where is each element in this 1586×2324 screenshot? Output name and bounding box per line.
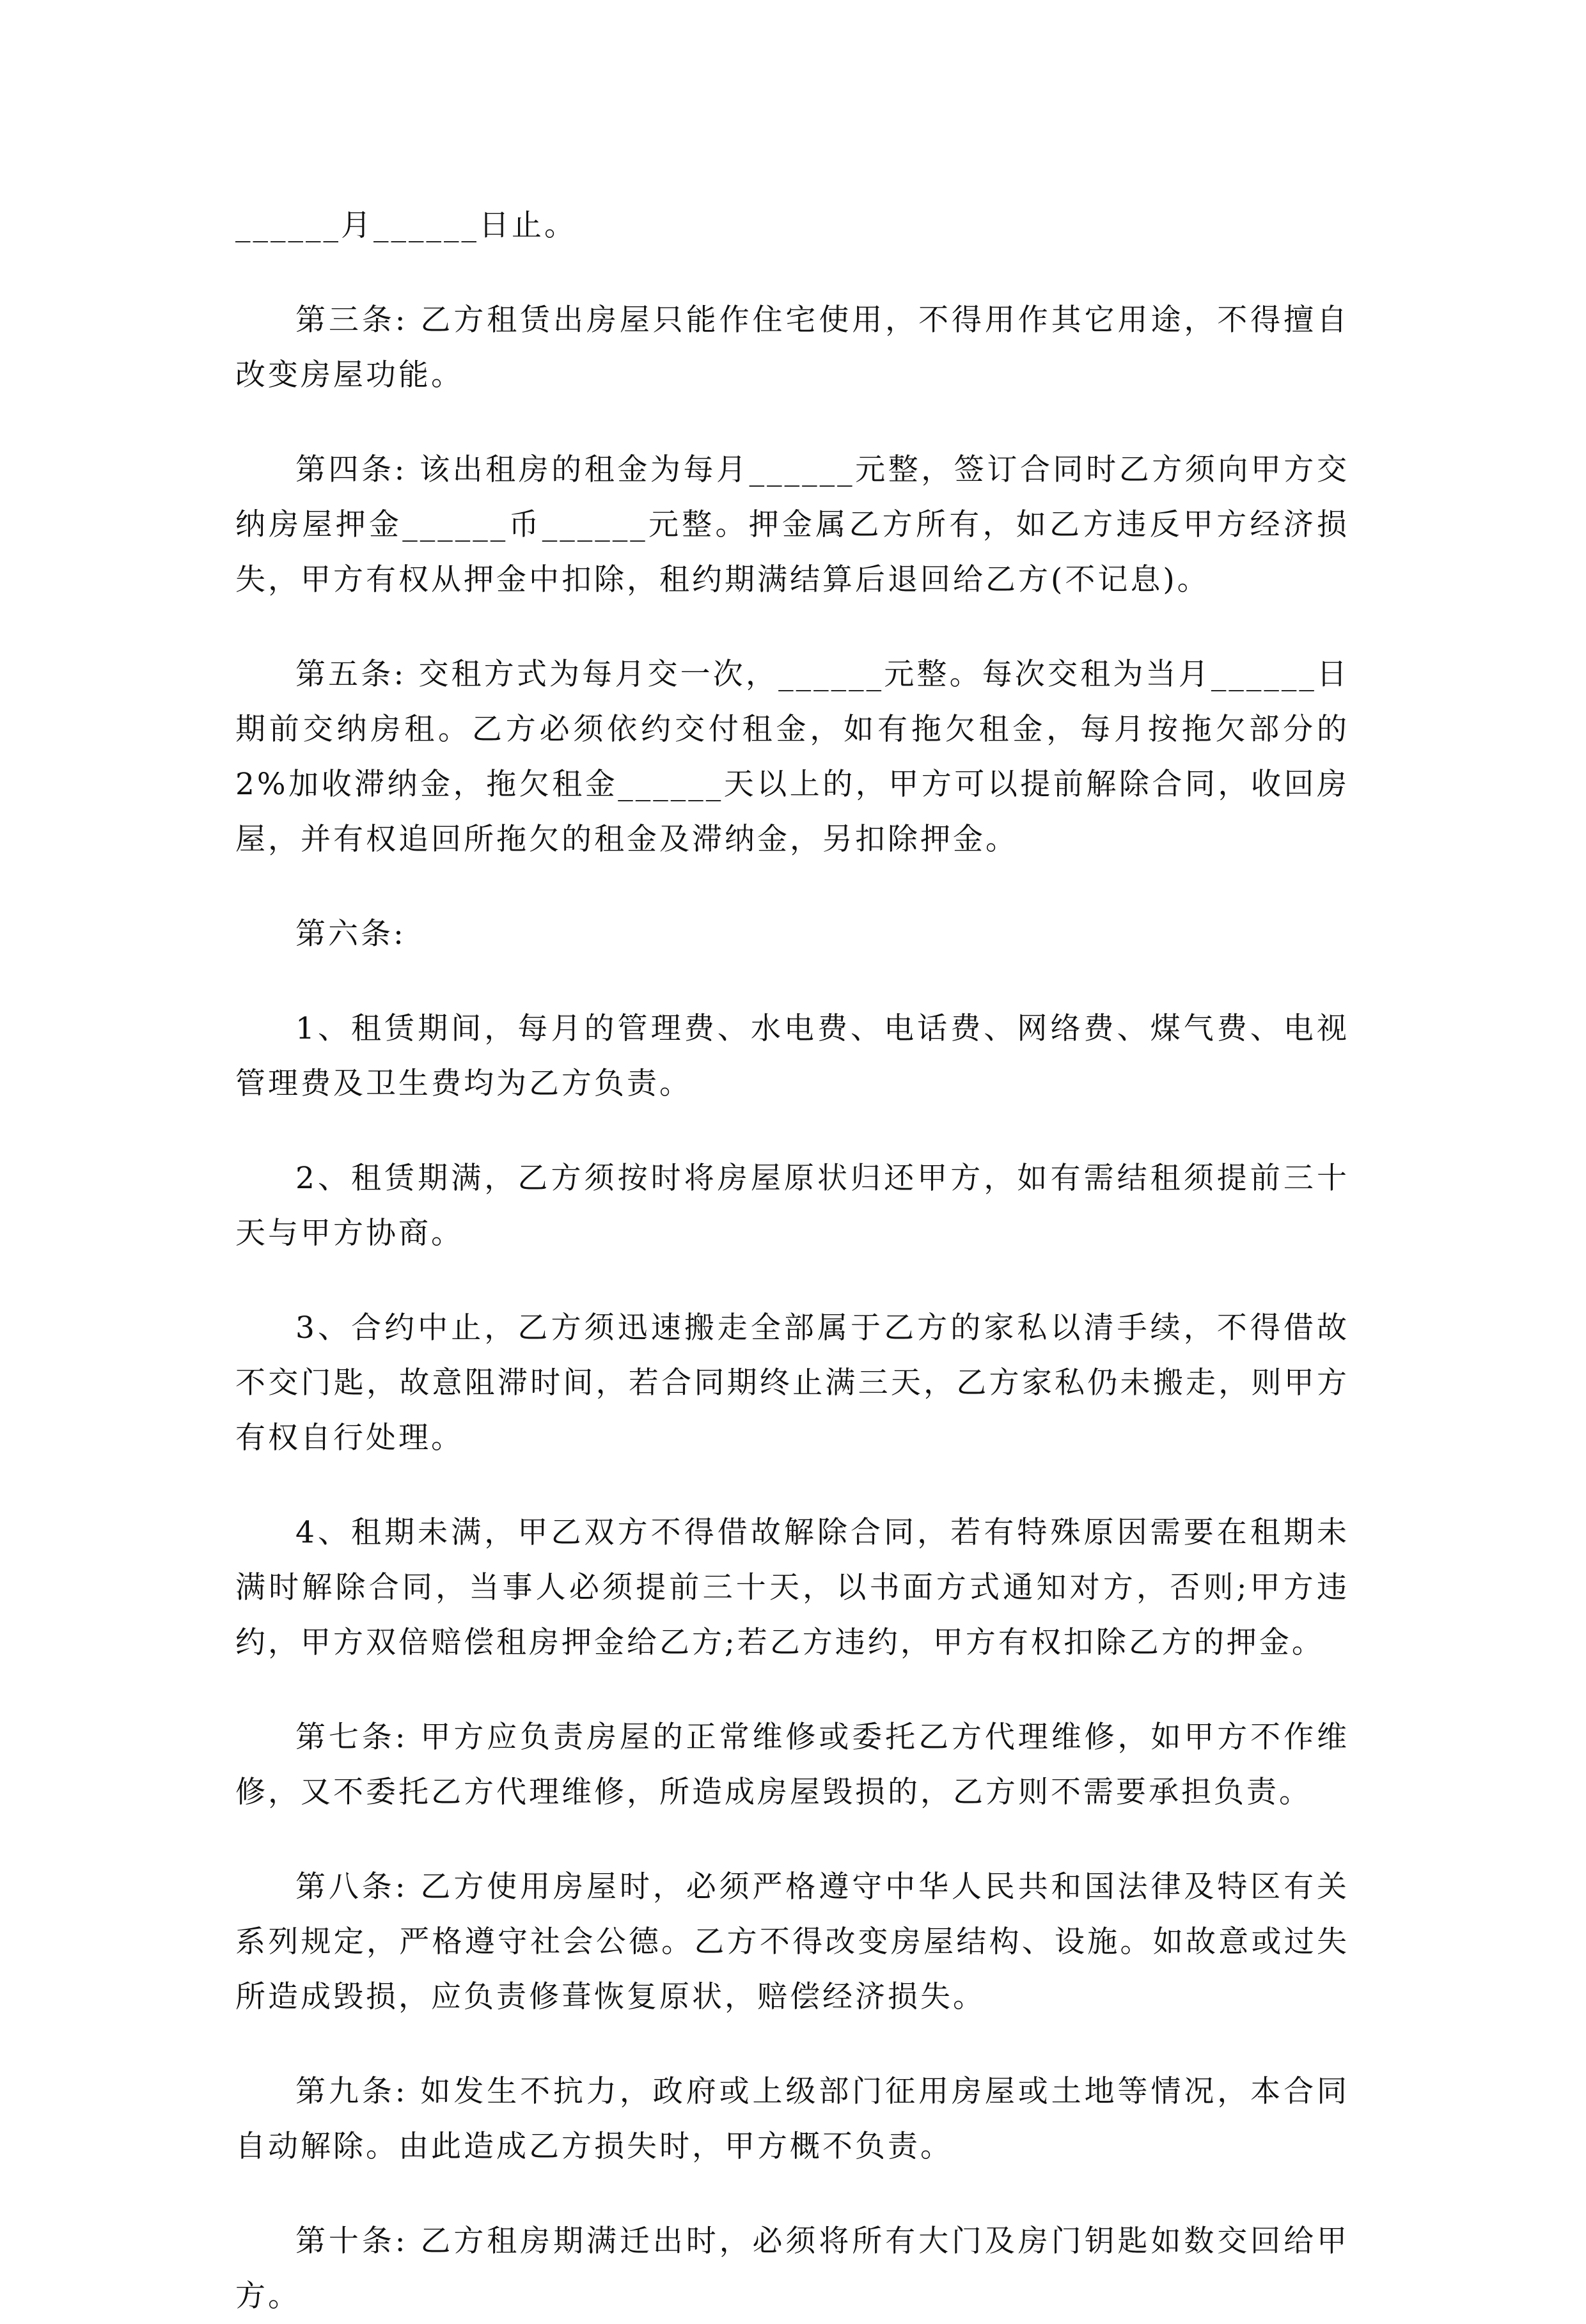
clause-date-end: ______月______日止。 [235,208,577,243]
clause-10-keys: 第十条: 乙方租房期满迁出时，必须将所有大门及房门钥匙如数交回给甲方。 [235,2224,1349,2314]
clause-6-item-1: 1、租赁期间，每月的管理费、水电费、电话费、网络费、煤气费、电视管理费及卫生费均为乙方负责。 [235,1011,1349,1101]
clause-8-compliance: 第八条: 乙方使用房屋时，必须严格遵守中华人民共和国法律及特区有关系列规定，严格遵守社会公德。乙方不得改变房屋结构、设施。如故意或过失所造成毁损，应负责修葺恢复原状，赔偿经济损失。 [235,1869,1349,2014]
contract-body [235,198,1349,2324]
clause-6-item-3: 3、合约中止，乙方须迅速搬走全部属于乙方的家私以清手续，不得借故不交门匙，故意阻滞时间，若合同期终止满三天，乙方家私仍未搬走，则甲方有权自行处理。 [235,1310,1349,1456]
clause-4-rent-deposit: 第四条: 该出租房的租金为每月______元整，签订合同时乙方须向甲方交纳房屋押金______币______元整。押金属乙方所有，如乙方违反甲方经济损失，甲方有权从押金中扣除，租约期满结算后退回给乙方(不记息)。 [235,452,1349,597]
clause-5-payment: 第五条: 交租方式为每月交一次，______元整。每次交租为当月______日期前交纳房租。乙方必须依约交付租金，如有拖欠租金，每月按拖欠部分的 2%加收滞纳金，拖欠租金______天以上的，甲方可以提前解除合同，收回房屋，并有权追回所拖欠的租金及滞纳金，另扣除押金。 [235,657,1349,857]
clause-3-usage: 第三条: 乙方租赁出房屋只能作住宅使用，不得用作其它用途，不得擅自改变房屋功能。 [235,302,1349,393]
clause-6-heading: 第六条: [295,916,406,952]
clause-7-maintenance: 第七条: 甲方应负责房屋的正常维修或委托乙方代理维修，如甲方不作维修，又不委托乙方代理维修，所造成房屋毁损的，乙方则不需要承担负责。 [235,1720,1349,1810]
clause-6-item-2: 2、租赁期满，乙方须按时将房屋原状归还甲方，如有需结租须提前三十天与甲方协商。 [235,1161,1349,1251]
clause-6-item-4: 4、租期未满，甲乙双方不得借故解除合同，若有特殊原因需要在租期未满时解除合同，当事人必须提前三十天，以书面方式通知对方，否则;甲方违约，甲方双倍赔偿租房押金给乙方;若乙方违约，甲方有权扣除乙方的押金。 [235,1515,1349,1660]
clause-9-force-majeure: 第九条: 如发生不抗力，政府或上级部门征用房屋或土地等情况，本合同自动解除。由此造成乙方损失时，甲方概不负责。 [235,2074,1349,2164]
